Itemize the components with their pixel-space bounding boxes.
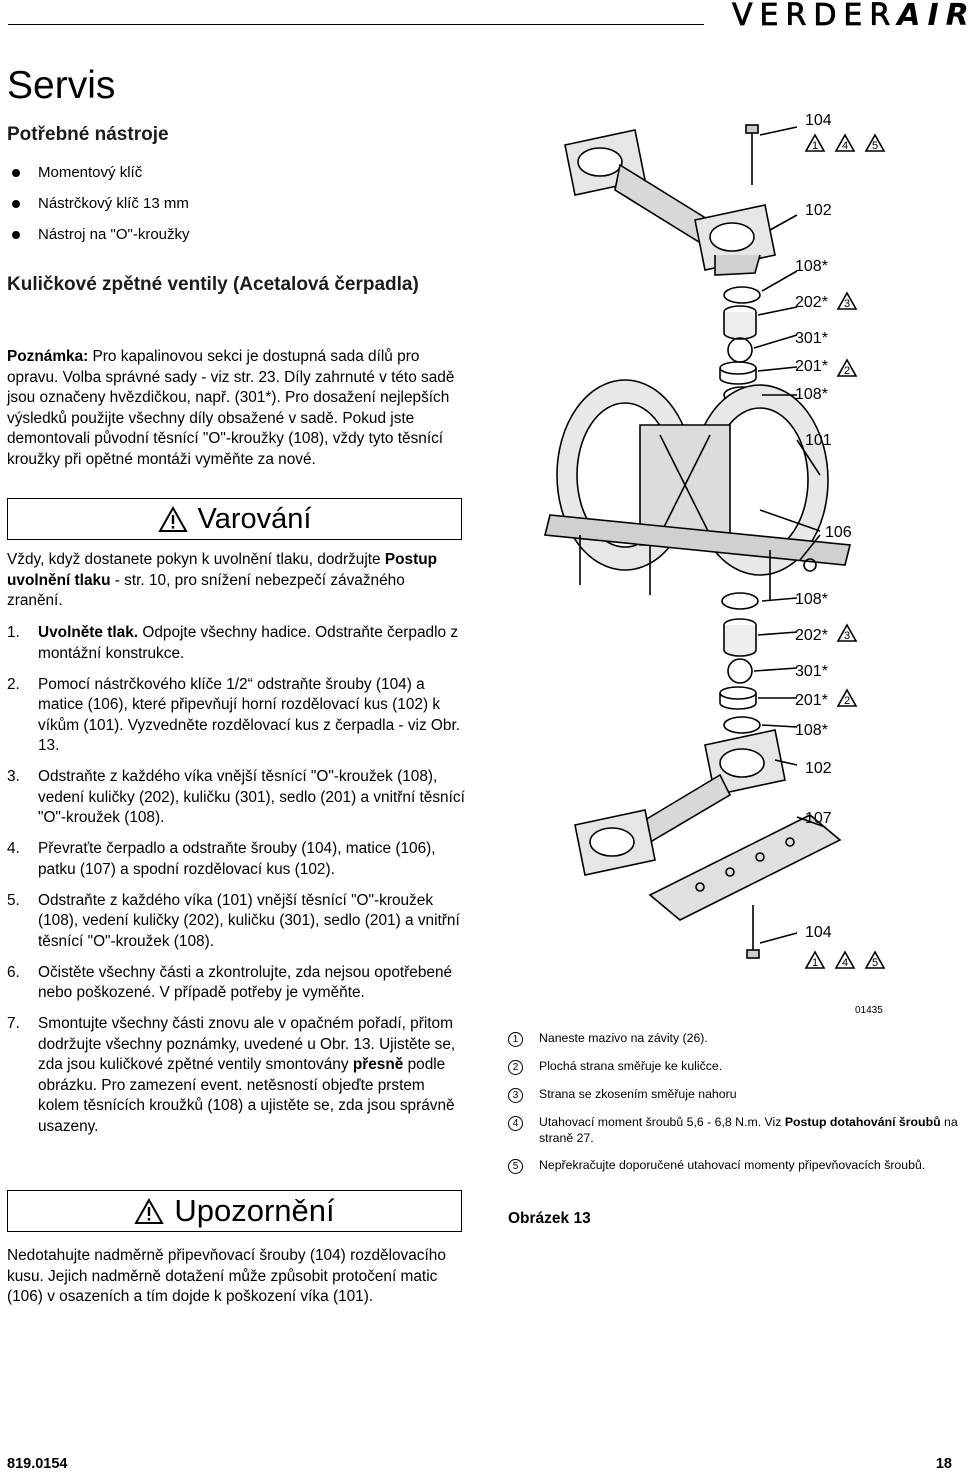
callout-5: 5: [871, 957, 879, 969]
top-manifold: [565, 130, 775, 275]
callout-3: 3: [843, 298, 851, 310]
tools-heading: Potřebné nástroje: [7, 124, 169, 145]
legend-item: 5 Nepřekračujte doporučené utahovací momenty připevňovacích šroubů.: [508, 1157, 958, 1174]
step-1: 1. Uvolněte tlak. Odpojte všechny hadice. Odstraňte čerpadlo z montážní konstrukce.: [7, 624, 459, 662]
seat-201: [720, 362, 756, 384]
note-label: Poznámka:: [7, 348, 89, 365]
figure-code: 01435: [855, 1005, 883, 1016]
ball-guide-202: [724, 306, 756, 339]
ball-301: [728, 659, 752, 683]
brand-logo: VERDERAIR: [732, 0, 976, 33]
warning-box: [7, 498, 462, 540]
callout-circle-icon: 1: [508, 1032, 523, 1047]
tool-list: [12, 157, 190, 250]
caution-title: Upozornění: [174, 1193, 335, 1228]
caution-box: [7, 1190, 462, 1232]
callout-3: 3: [843, 630, 851, 642]
procedure-steps: [7, 623, 467, 1148]
bullet-icon: [12, 169, 20, 177]
seat-201: [720, 687, 756, 709]
label-108: 108*: [795, 258, 828, 275]
page-title: Servis: [7, 64, 116, 107]
callout-circle-icon: 4: [508, 1116, 523, 1131]
label-104: 104: [805, 924, 832, 941]
list-item: Nástrčkový klíč 13 mm: [12, 188, 190, 219]
callout-circle-icon: 3: [508, 1088, 523, 1103]
bolt-104-top: [746, 125, 758, 185]
header-rule: [8, 24, 704, 25]
label-101: 101: [805, 432, 832, 449]
list-item: Momentový klíč: [12, 157, 190, 188]
callout-circle-icon: 2: [508, 1060, 523, 1075]
check-valves-heading: Kuličkové zpětné ventily (Acetalová čerpadla): [7, 274, 419, 295]
warning-text: Vždy, když dostanete pokyn k uvolnění tlaku, dodržujte Postup uvolnění tlaku - str. 10, pro snížení nebezpečí závažného zranění.: [7, 551, 438, 609]
note-paragraph: Poznámka: Pro kapalinovou sekci je dostupná sada dílů pro opravu. Volba správné sady - viz str. 23. Díly zahrnuté v této sadě jsou označeny hvězdičkou, např. (301*). Pro dosažení nejlepších výsledků použijte všechny díly obsažené v sadě. Pokud jste demontovali původní těsnící "O"-kroužky (108), vždy tyto těsnící kroužky při opětné montáži vyměňte za nové.: [7, 348, 455, 468]
figure-caption: Obrázek 13: [508, 1210, 591, 1227]
ball-guide-202: [724, 619, 756, 656]
label-301: 301*: [795, 330, 828, 347]
label-108: 108*: [795, 722, 828, 739]
o-ring-108: [722, 593, 758, 609]
doc-number: 819.0154: [7, 1456, 68, 1472]
step-2: 2. Pomocí nástrčkového klíče 1/2“ odstraňte šrouby (104) a matice (106), které připevňují horní rozdělovací kus (102) k víkům (101). Vyzvedněte rozdělovací kus z čerpadla - viz Obr. 13.: [7, 675, 460, 754]
legend-item: 2 Plochá strana směřuje ke kuličce.: [508, 1058, 958, 1075]
step-6: 6. Očistěte všechny části a zkontrolujte, zda nejsou opotřebené nebo poškozené. V případě potřeby je vyměňte.: [7, 963, 453, 1001]
label-107: 107: [805, 810, 832, 827]
warning-icon: [158, 506, 188, 533]
step-5: 5. Odstraňte z každého víka (101) vnější těsnící "O"-kroužek (108), vedení kuličky (202), kuličku (301), sedlo (201) a vnitřní těsnící "O"-kroužek (108).: [7, 891, 460, 950]
list-item: Nástroj na "O"-kroužky: [12, 219, 190, 250]
legend-item: 4 Utahovací moment šroubů 5,6 - 6,8 N.m. Viz Postup dotahování šroubů na straně 27.: [508, 1114, 958, 1146]
callout-5: 5: [871, 140, 879, 152]
callout-4: 4: [841, 957, 849, 969]
label-102: 102: [805, 202, 832, 219]
foot-107: [650, 815, 840, 920]
callout-circle-icon: 5: [508, 1159, 523, 1174]
label-202: 202*: [795, 294, 828, 311]
step-4: 4. Převraťte čerpadlo a odstraňte šrouby (104), matice (106), patku (107) a spodní rozdělovací kus (102).: [7, 840, 436, 878]
label-201: 201*: [795, 692, 828, 709]
caution-text: Nedotahujte nadměrně připevňovací šrouby (104) rozdělovacího kusu. Jejich nadměrně dotažení může způsobit protočení matic (106) v osazeních a tím dojde k poškození víka (101).: [7, 1247, 446, 1305]
page-number: 18: [935, 1456, 952, 1472]
label-108: 108*: [795, 591, 828, 608]
figure-legend: [508, 1030, 958, 1185]
callout-2: 2: [843, 695, 851, 707]
warning-title: Varování: [197, 502, 312, 535]
label-104: 104: [805, 112, 832, 129]
callout-1: 1: [811, 140, 819, 152]
label-108: 108*: [795, 386, 828, 403]
step-3: 3. Odstraňte z každého víka vnější těsnící "O"-kroužek (108), vedení kuličky (202), kuličku (301), sedlo (201) a vnitřní těsnící "O"-kroužek (108).: [7, 768, 465, 826]
label-201: 201*: [795, 358, 828, 375]
label-102: 102: [805, 760, 832, 777]
bullet-icon: [12, 200, 20, 208]
bullet-icon: [12, 231, 20, 239]
exploded-view-figure: [520, 105, 960, 1030]
warning-icon: [134, 1198, 164, 1225]
step-7: 7. Smontujte všechny části znovu ale v opačném pořadí, přitom dodržujte všechny poznámky, uvedené u Obr. 13. Ujistěte se, zda jsou kuličkové zpětné ventily smontovány přesně podle obrázku. Pro zamezení event. netěsností objeďte prstem kolem těsnících kroužků (108) a ujistěte se, zda jsou správně usazeny.: [7, 1015, 456, 1135]
pump-body: [545, 380, 850, 600]
callout-2: 2: [843, 365, 851, 377]
o-ring-108: [724, 717, 760, 733]
o-ring-108: [724, 287, 760, 303]
bolt-104-bottom: [747, 905, 759, 958]
label-301: 301*: [795, 663, 828, 680]
callout-1: 1: [811, 957, 819, 969]
label-202: 202*: [795, 627, 828, 644]
legend-item: 3 Strana se zkosením směřuje nahoru: [508, 1086, 958, 1103]
callout-4: 4: [841, 140, 849, 152]
label-106: 106: [825, 524, 852, 541]
legend-item: 1 Naneste mazivo na závity (26).: [508, 1030, 958, 1047]
ball-301: [728, 338, 752, 362]
